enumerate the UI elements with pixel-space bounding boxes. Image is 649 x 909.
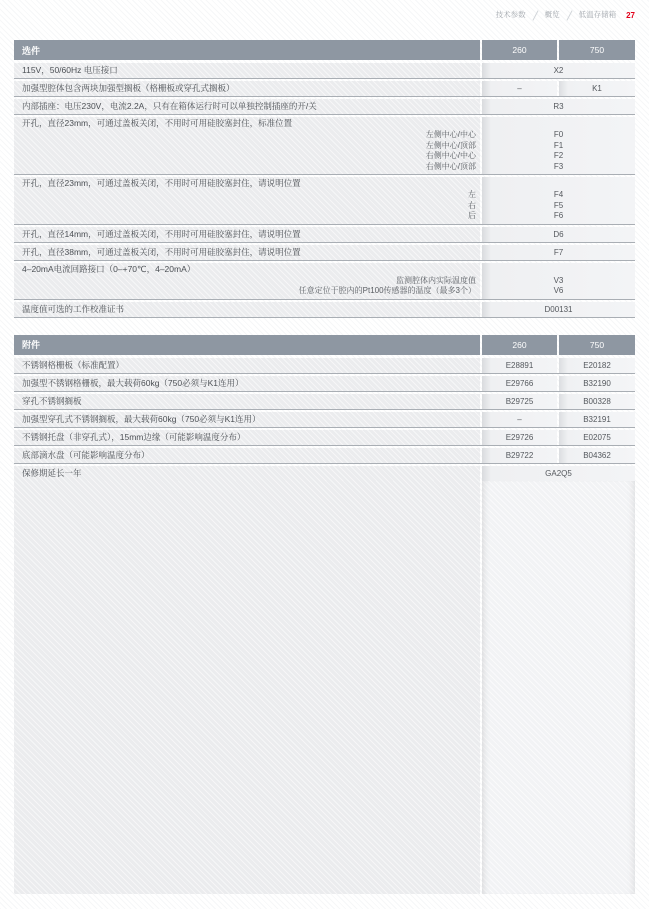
row-label-cell	[14, 466, 480, 481]
option-code: F1	[553, 140, 564, 150]
row-values	[482, 302, 635, 317]
table-row	[14, 302, 635, 318]
row-values	[482, 81, 635, 96]
option-code: F5	[553, 200, 564, 210]
option-code: V6	[553, 286, 564, 295]
row-label: 开孔，直径23mm，可通过盖板关闭，不用时可用硅胶塞封住，请说明位置	[22, 178, 301, 188]
row-values	[482, 263, 635, 299]
column-header-260: 260	[482, 335, 557, 355]
row-label-cell	[14, 302, 480, 317]
table-header-row	[14, 335, 635, 355]
row-values	[482, 412, 635, 427]
column-header-750: 750	[559, 335, 635, 355]
row-values	[482, 117, 635, 174]
breadcrumb-item: 低温存储箱	[578, 10, 617, 19]
option-code-750: B04362	[559, 448, 635, 463]
bottom-filler	[14, 481, 635, 894]
table-row	[14, 376, 635, 392]
option-code: D00131	[482, 302, 635, 317]
table-row	[14, 394, 635, 410]
option-code: F3	[553, 161, 564, 171]
table-row	[14, 466, 635, 481]
table-row	[14, 177, 635, 225]
table-title: 选件	[14, 40, 480, 60]
row-values	[482, 376, 635, 391]
option-code: F2	[553, 151, 564, 160]
option-code: F7	[482, 245, 635, 260]
row-label-cell	[14, 358, 480, 373]
row-label: 开孔，直径38mm，可通过盖板关闭，不用时可用硅胶塞封住，请说明位置	[22, 246, 301, 257]
option-code: D6	[482, 227, 635, 242]
slash-separator-icon	[532, 10, 538, 20]
table-title: 附件	[14, 335, 480, 355]
row-sublabel: 左	[468, 190, 476, 199]
option-code: F4	[553, 190, 564, 199]
row-label: 115V，50/60Hz 电压接口	[22, 65, 118, 75]
row-label: 不锈钢托盘（非穿孔式），15mm边缘（可能影响温度分布）	[22, 431, 246, 442]
row-values	[482, 466, 635, 481]
tables	[14, 40, 635, 481]
row-sublabel: 监测腔体内实际温度值	[396, 275, 476, 285]
row-sublabel: 后	[468, 211, 476, 220]
row-values	[482, 358, 635, 373]
table-row	[14, 448, 635, 464]
table-row	[14, 358, 635, 374]
option-code-260: B29725	[482, 394, 557, 409]
option-code-260: E29726	[482, 430, 557, 445]
option-code-750: E20182	[559, 358, 635, 373]
table-row	[14, 99, 635, 115]
row-values	[482, 245, 635, 260]
row-sublabel: 右侧中心/中心	[425, 151, 476, 160]
page-content	[14, 40, 635, 894]
row-label-cell	[14, 177, 480, 224]
option-code-750: B32190	[559, 376, 635, 391]
row-values	[482, 99, 635, 114]
row-values	[482, 177, 635, 224]
breadcrumb-item: 概览	[544, 10, 560, 19]
row-label: 穿孔不锈钢搁板	[22, 395, 82, 406]
row-label: 4–20mA电流回路接口（0–+70℃，4–20mA）	[22, 263, 196, 274]
table-row	[14, 227, 635, 243]
row-label: 不锈钢格栅板（标准配置）	[22, 359, 125, 370]
row-values	[482, 227, 635, 242]
spec-table	[14, 40, 635, 318]
row-sublabel: 左侧中心/中心	[425, 130, 476, 139]
table-row	[14, 81, 635, 97]
row-label: 温度值可选的工作校准证书	[22, 303, 125, 314]
row-label-cell	[14, 81, 480, 96]
option-code: X2	[482, 63, 635, 78]
table-row	[14, 430, 635, 446]
row-values	[482, 430, 635, 445]
option-code-260: –	[482, 81, 557, 96]
row-label: 开孔，直径23mm，可通过盖板关闭，不用时可用硅胶塞封住，标准位置	[22, 118, 293, 128]
option-code-260: E29766	[482, 376, 557, 391]
table-row	[14, 263, 635, 300]
breadcrumb	[496, 9, 635, 21]
option-code: F6	[553, 211, 564, 220]
table-header-row	[14, 40, 635, 60]
row-values	[482, 63, 635, 78]
row-sublabel: 右侧中心/顶部	[425, 161, 476, 171]
row-label: 加强型穿孔式不锈钢搁板，最大载荷60kg（750必须与K1连用）	[22, 413, 261, 424]
row-sublabel: 右	[468, 200, 476, 210]
row-label-cell	[14, 245, 480, 260]
option-code-260: –	[482, 412, 557, 427]
row-label-cell	[14, 227, 480, 242]
row-label-cell	[14, 412, 480, 427]
row-label-cell	[14, 448, 480, 463]
row-values	[482, 448, 635, 463]
row-label-cell	[14, 117, 480, 174]
row-label: 内部插座：电压230V，电流2.2A，只有在箱体运行时可以单独控制插座的开/关	[22, 101, 317, 111]
page-number: 27	[626, 10, 635, 20]
row-label-cell	[14, 99, 480, 114]
slash-separator-icon	[566, 10, 572, 20]
option-code-750: K1	[559, 81, 635, 96]
row-label: 加强型不锈钢格栅板，最大载荷60kg（750必须与K1连用）	[22, 377, 244, 388]
row-label-cell	[14, 430, 480, 445]
filler-left-panel	[14, 481, 480, 894]
option-code: V3	[553, 275, 564, 285]
option-code-750: B32191	[559, 412, 635, 427]
column-header-750: 750	[559, 40, 635, 60]
value-band	[482, 263, 635, 299]
table-row	[14, 412, 635, 428]
option-code: GA2Q5	[482, 466, 635, 481]
value-band	[482, 177, 635, 224]
filler-value-band	[482, 481, 635, 894]
option-code-260: E28891	[482, 358, 557, 373]
row-label: 开孔，直径14mm，可通过盖板关闭，不用时可用硅胶塞封住，请说明位置	[22, 228, 301, 239]
row-values	[482, 394, 635, 409]
table-row	[14, 245, 635, 261]
option-code: F0	[553, 130, 564, 139]
option-code-750: E02075	[559, 430, 635, 445]
row-label-cell	[14, 63, 480, 78]
column-header-260: 260	[482, 40, 557, 60]
row-label: 底部滴水盘（可能影响温度分布）	[22, 449, 150, 460]
option-code-750: B00328	[559, 394, 635, 409]
row-label: 保修期延长一年	[22, 467, 82, 478]
row-label: 加强型腔体包含两块加强型搁板（格栅板或穿孔式搁板）	[22, 83, 235, 93]
row-sublabel: 任意定位于腔内的Pt100传感器的温度（最多3个）	[298, 286, 476, 295]
row-label-cell	[14, 263, 480, 299]
spec-table	[14, 335, 635, 481]
row-label-cell	[14, 376, 480, 391]
value-band	[482, 117, 635, 174]
breadcrumb-item: 技术参数	[495, 10, 526, 19]
table-row	[14, 117, 635, 175]
option-code-260: B29722	[482, 448, 557, 463]
option-code: R3	[482, 99, 635, 114]
table-row	[14, 63, 635, 79]
row-sublabel: 左侧中心/顶部	[425, 140, 476, 150]
row-label-cell	[14, 394, 480, 409]
